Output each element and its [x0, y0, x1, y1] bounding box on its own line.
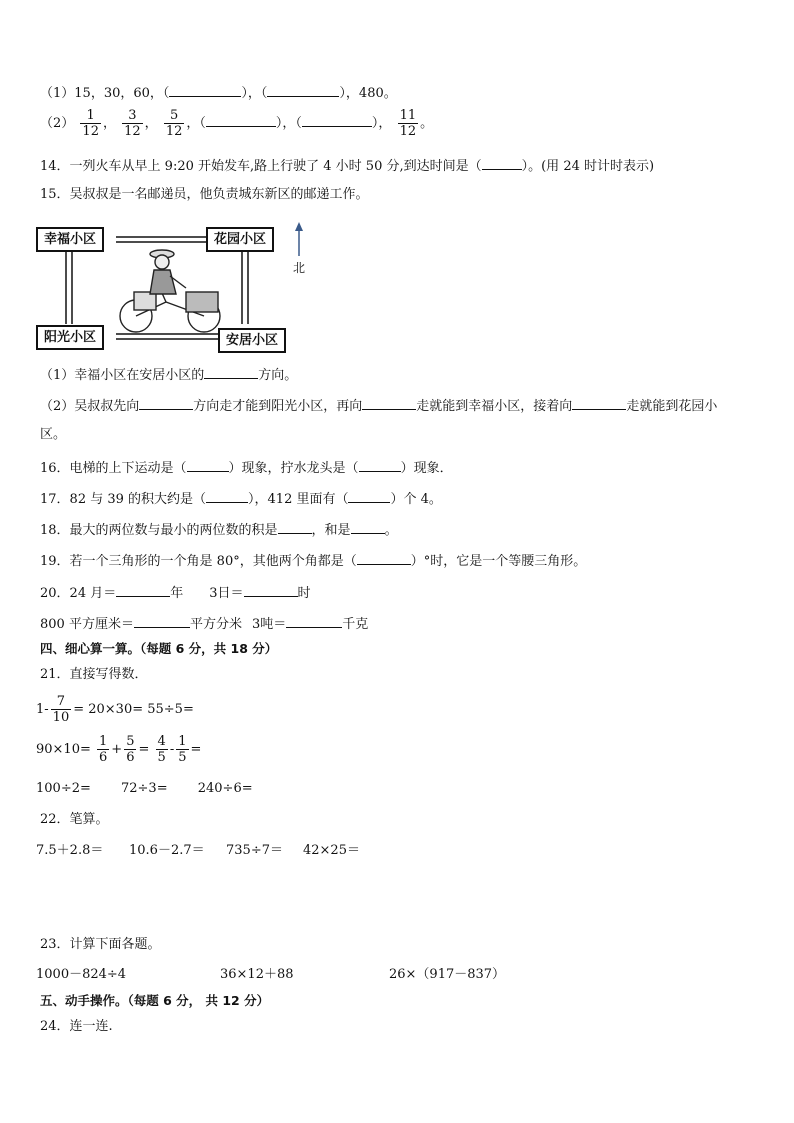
answer-blank[interactable]: [359, 458, 401, 472]
question-21: 21．直接写得数．: [40, 667, 148, 682]
answer-blank[interactable]: [244, 583, 298, 597]
answer-blank[interactable]: [286, 614, 342, 628]
question-20-row2: 800 平方厘米＝ 平方分米 3吨＝ 千克: [40, 614, 368, 634]
question-15: 15．吴叔叔是一名邮递员，他负责城东新区的邮递工作。: [40, 187, 369, 202]
question-19: 19．若一个三角形的一个角是 80°，其他两个角都是（ ）°时，它是一个等腰三角形。: [40, 551, 586, 571]
answer-blank[interactable]: [302, 113, 372, 127]
postman-icon: [120, 250, 220, 332]
answer-blank[interactable]: [116, 583, 170, 597]
question-22: 22．笔算。: [40, 812, 109, 827]
section-5-heading: 五、动手操作。（每题 6 分， 共 12 分）: [40, 993, 270, 1008]
question-16: 16．电梯的上下运动是（ ）现象，拧水龙头是（ ）现象．: [40, 458, 453, 478]
question-14: 14．一列火车从早上 9:20 开始发车,路上行驶了 4 小时 50 分,到达时间是（ ）。(用 24 时计时表示): [40, 156, 654, 176]
question-20-row1: 20．24 月＝ 年 3日＝ 时: [40, 583, 311, 603]
fraction: $\frac{1}{6}$: [99, 734, 108, 765]
answer-blank[interactable]: [139, 396, 193, 410]
label-huayuan: 花园小区: [206, 227, 274, 252]
answer-blank[interactable]: [278, 520, 312, 534]
question-17: 17．82 与 39 的积大约是（ ），412 里面有（ ）个 4。: [40, 489, 442, 509]
answer-blank[interactable]: [351, 520, 385, 534]
q15-sub1: （1）幸福小区在安居小区的 方向。: [40, 365, 297, 385]
fraction: $\frac{3}{12}$: [124, 108, 141, 139]
answer-blank[interactable]: [357, 551, 411, 565]
question-23: 23．计算下面各题。: [40, 937, 161, 952]
answer-blank[interactable]: [206, 489, 248, 503]
q22-expr-2: 10.6－2.7＝: [129, 843, 205, 858]
district-map: [36, 224, 292, 354]
q21-row2: 90×10= $\frac{1}{6}$ + $\frac{5}{6}$ = $\frac{4}{5}$ - $\frac{1}{5}$ =: [36, 734, 202, 765]
q15-sub2-cont: 区。: [40, 427, 67, 442]
q13-part2: （2） $\frac{1}{12}$ ， $\frac{3}{12}$ ， $\frac{5}{12}$ ，（ ），（ ）， $\frac{11}{12}$ 。: [40, 108, 434, 139]
fraction: $\frac{5}{12}$: [165, 108, 183, 139]
q21-row1: 1- $\frac{7}{10}$ = 20×30= 55÷5=: [36, 694, 194, 725]
answer-blank[interactable]: [482, 156, 522, 170]
section-4-heading: 四、细心算一算。（每题 6 分，共 18 分）: [40, 641, 278, 656]
fraction: $\frac{4}{5}$: [157, 734, 166, 765]
answer-blank[interactable]: [134, 614, 190, 628]
question-24: 24．连一连.: [40, 1019, 113, 1034]
q23-expr-3: 26×（917－837）: [389, 967, 506, 982]
fraction: $\frac{5}{6}$: [126, 734, 135, 765]
answer-blank[interactable]: [267, 83, 339, 97]
fraction: $\frac{7}{10}$: [52, 694, 70, 725]
answer-blank[interactable]: [348, 489, 390, 503]
fraction: $\frac{1}{12}$: [82, 108, 99, 139]
north-label: 北: [293, 261, 306, 275]
q13-part1: （1）15，30，60，（ ），（ ），480。: [40, 83, 397, 103]
question-18: 18．最大的两位数与最小的两位数的积是 ，和是 。: [40, 520, 398, 540]
answer-blank[interactable]: [204, 365, 258, 379]
q22-expr-4: 42×25＝: [303, 843, 360, 858]
label-yangguang: 阳光小区: [36, 325, 104, 350]
answer-blank[interactable]: [572, 396, 626, 410]
answer-blank[interactable]: [206, 113, 276, 127]
answer-blank[interactable]: [362, 396, 416, 410]
q22-expr-1: 7.5＋2.8＝: [36, 843, 104, 858]
q22-expr-3: 735÷7＝: [226, 843, 283, 858]
q15-sub2: （2）吴叔叔先向 方向走才能到阳光小区，再向 走就能到幸福小区，接着向 走就能到花园小: [40, 396, 717, 416]
answer-blank[interactable]: [187, 458, 229, 472]
label-anju: 安居小区: [218, 328, 286, 353]
fraction: $\frac{1}{5}$: [178, 734, 187, 765]
q21-row3: 100÷2= 72÷3= 240÷6=: [36, 781, 253, 796]
q23-expr-2: 36×12＋88: [220, 967, 294, 982]
fraction: $\frac{11}{12}$: [399, 108, 417, 139]
answer-blank[interactable]: [169, 83, 241, 97]
label-xingfu: 幸福小区: [36, 227, 104, 252]
q23-expr-1: 1000－824÷4: [36, 967, 127, 982]
